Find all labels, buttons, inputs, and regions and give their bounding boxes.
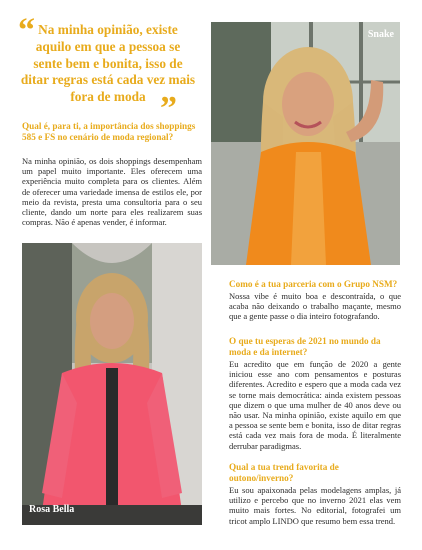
open-quote-mark: “ (18, 12, 35, 49)
pull-quote: Na minha opinião, existe aquilo em que a pessoa se sente bem e bonita, isso de ditar regras está cada vez mais fora de moda (20, 22, 196, 105)
photo-snake-illustration (211, 22, 400, 265)
question-heading-1: Qual é, para ti, a importância dos shoppings 585 e FS no cenário de moda regional? (22, 121, 196, 142)
photo-snake-outfit (211, 22, 400, 265)
question-heading-4: Qual a tua trend favorita de outono/inverno? (229, 462, 339, 483)
close-quote-mark: ” (160, 90, 177, 127)
answer-text-1: Na minha opinião, os dois shoppings desempenham um papel muito importante. Eles oferecem uma experiência muito completa para os clientes. Além de oferecer uma variedade imensa de estilos ele, por meio da revista, presta uma consultoria para o seu cliente, dando um norte para eles realizarem suas compras. Não é apenas vender, é informar. (22, 156, 202, 228)
answer-text-4: Eu sou apaixonada pelas modelagens amplas, já utilizo e percebo que no inverno 2021 elas vem muito mais fortes. No editorial, fotografei um tricot amplo LINDO que resumo bem essa trend. (229, 485, 401, 526)
photo-caption-rosa-bella: Rosa Bella (29, 504, 75, 515)
question-heading-2: Como é a tua parceria com o Grupo NSM? (229, 279, 398, 289)
question-heading-3: O que tu esperas de 2021 no mundo da moda e da internet? (229, 336, 381, 357)
answer-text-3: Eu acredito que em função de 2020 a gente iniciou esse ano com pensamentos e posturas diferentes. Acredito e espero que a moda cada vez se torne mais democrática: ainda existem pessoas que dizem o que uma mulher de 40 anos deve ou não usar. Na minha opinião, existe aquilo em que a pessoa se sente bem e bonita, isso de ditar regras está cada vez mais fora de moda. É literalmente derrubar paradigmas. (229, 359, 401, 451)
photo-rosa-illustration (22, 243, 202, 525)
answer-text-2: Nossa vibe é muito boa e descontraída, o que acaba não deixando o trabalho maçante, mesmo que a gente passe o dia inteiro fotografando. (229, 291, 401, 322)
photo-caption-snake: Snake (367, 29, 394, 40)
photo-rosa-bella-outfit (22, 243, 202, 525)
